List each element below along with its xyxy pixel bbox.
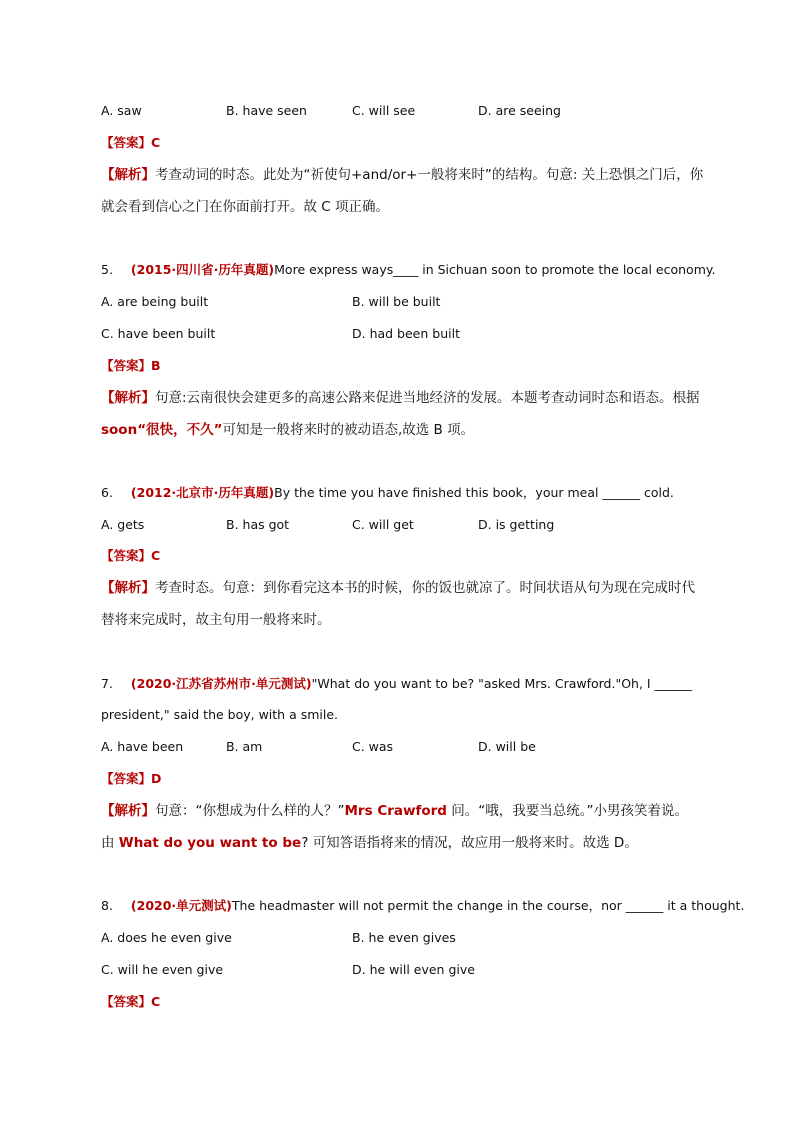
- q5-analysis-line1: [101, 390, 700, 406]
- q7-stem-line1: [101, 676, 692, 692]
- analysis-text: 句意：“你想成为什么样的人？”: [155, 803, 345, 819]
- q7-stem-line2: president," said the boy, with a smile.: [101, 707, 339, 722]
- q8-stem: [101, 898, 744, 914]
- q6-option-c: C. will get: [352, 517, 414, 532]
- q5-option-a: A. are being built: [101, 294, 209, 309]
- q7-option-a: A. have been: [101, 739, 184, 754]
- q8-option-d: D. he will even give: [352, 962, 475, 977]
- answer-value: C: [151, 548, 161, 563]
- answer-tag: 【答案】: [101, 771, 152, 786]
- q5-answer: [101, 358, 161, 374]
- q6-analysis-line1: [101, 580, 695, 596]
- question-source: (2012·北京市·历年真题): [130, 485, 275, 500]
- analysis-highlight: soon“很快，不久”: [101, 422, 223, 438]
- answer-tag: 【答案】: [101, 358, 152, 373]
- q4-option-d: D. are seeing: [478, 103, 561, 118]
- analysis-highlight: Mrs Crawford: [344, 803, 447, 819]
- q4-option-b: B. have seen: [226, 103, 307, 118]
- q7-option-d: D. will be: [478, 739, 536, 754]
- q6-answer: [101, 548, 160, 564]
- analysis-text: 考查时态。句意：到你看完这本书的时候，你的饭也就凉了。时间状语从句为现在完成时代: [155, 580, 695, 596]
- analysis-text: 可知是一般将来时的被动语态,故选 B 项。: [222, 422, 475, 438]
- analysis-text: 考查动词的时态。此处为“祈使句+and/or+一般将来时”的结构。句意: 关上恐惧之门后，你: [155, 167, 704, 183]
- q7-analysis-line1: [101, 803, 688, 819]
- analysis-text: 由: [101, 835, 119, 851]
- answer-tag: 【答案】: [101, 994, 152, 1009]
- q6-stem: [101, 485, 674, 501]
- q4-analysis-line2: 就会看到信心之门在你面前打开。故 C 项正确。: [101, 199, 390, 215]
- q4-option-a: A. saw: [101, 103, 142, 118]
- q4-answer: [101, 135, 160, 151]
- question-number: 5.: [101, 262, 113, 277]
- question-text: More express ways____ in Sichuan soon to promote the local economy.: [274, 262, 716, 277]
- q4-analysis-line1: [101, 167, 703, 183]
- analysis-tag: 【解析】: [101, 803, 155, 819]
- answer-value: C: [151, 994, 161, 1009]
- question-source: (2015·四川省·历年真题): [130, 262, 275, 277]
- q7-option-b: B. am: [226, 739, 263, 754]
- question-number: 8.: [101, 898, 113, 913]
- question-source: (2020·江苏省苏州市·单元测试): [130, 676, 312, 691]
- q6-option-b: B. has got: [226, 517, 290, 532]
- answer-tag: 【答案】: [101, 135, 152, 150]
- answer-value: D: [151, 771, 162, 786]
- answer-value: B: [151, 358, 161, 373]
- q6-analysis-line2: 替将来完成时，故主句用一般将来时。: [101, 612, 331, 628]
- q6-option-a: A. gets: [101, 517, 145, 532]
- question-text: The headmaster will not permit the change in the course，nor ______ it a thought.: [231, 898, 745, 913]
- q5-analysis-line2: [101, 422, 474, 438]
- q5-stem: [101, 262, 715, 278]
- analysis-tag: 【解析】: [101, 167, 155, 183]
- q5-option-b: B. will be built: [352, 294, 441, 309]
- q5-option-d: D. had been built: [352, 326, 460, 341]
- q8-option-b: B. he even gives: [352, 930, 456, 945]
- q5-option-c: C. have been built: [101, 326, 216, 341]
- q8-option-a: A. does he even give: [101, 930, 232, 945]
- answer-value: C: [151, 135, 161, 150]
- analysis-tag: 【解析】: [101, 580, 155, 596]
- analysis-text: 问。“哦，我要当总统。”小男孩笑着说。: [446, 803, 688, 819]
- q6-option-d: D. is getting: [478, 517, 555, 532]
- analysis-text: 句意:云南很快会建更多的高速公路来促进当地经济的发展。本题考查动词时态和语态。根据: [155, 390, 700, 406]
- q4-option-c: C. will see: [352, 103, 416, 118]
- analysis-text: ? 可知答语指将来的情况，故应用一般将来时。故选 D。: [301, 835, 638, 851]
- question-text: By the time you have finished this book，your meal ______ cold.: [274, 485, 674, 500]
- q7-analysis-line2: [101, 835, 638, 851]
- q8-option-c: C. will he even give: [101, 962, 224, 977]
- question-text: "What do you want to be? "asked Mrs. Crawford."Oh, I ______: [311, 676, 693, 691]
- q7-answer: [101, 771, 161, 787]
- answer-tag: 【答案】: [101, 548, 152, 563]
- question-number: 6.: [101, 485, 113, 500]
- q7-option-c: C. was: [352, 739, 394, 754]
- question-source: (2020·单元测试): [130, 898, 232, 913]
- q8-answer: [101, 994, 160, 1010]
- analysis-highlight: What do you want to be: [118, 835, 302, 851]
- analysis-tag: 【解析】: [101, 390, 155, 406]
- question-number: 7.: [101, 676, 113, 691]
